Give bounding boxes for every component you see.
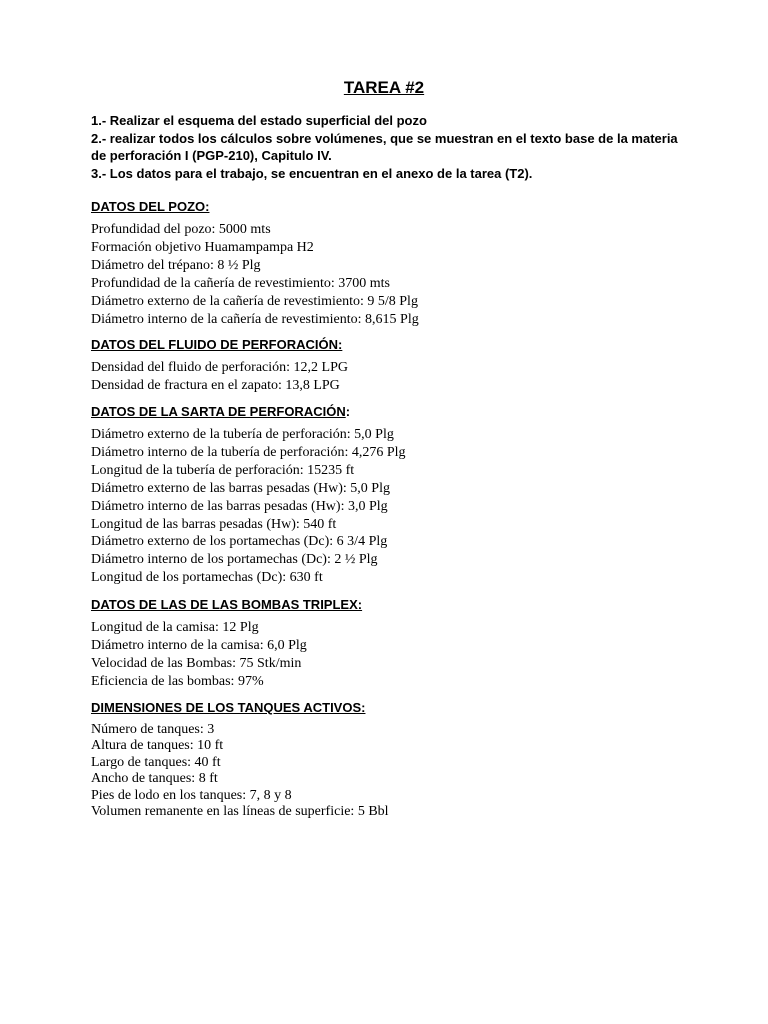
section-rows — [91, 619, 711, 691]
task-item: 1.- Realizar el esquema del estado superficial del pozo — [91, 113, 427, 128]
section-bombas — [91, 596, 711, 691]
data-row: Longitud de la camisa: 12 Plg — [91, 620, 259, 635]
section-heading: DATOS DEL FLUIDO DE PERFORACIÓN: — [91, 337, 343, 352]
data-row: Número de tanques: 3 — [91, 722, 215, 737]
document-title: TAREA #2 — [343, 78, 425, 97]
data-row: Diámetro interno de la tubería de perforación: 4,276 Plg — [91, 444, 406, 460]
section-heading: DATOS DEL POZO: — [91, 199, 210, 214]
data-row: Diámetro externo de las barras pesadas (Hw): 5,0 Plg — [91, 480, 390, 496]
section-heading: DIMENSIONES DE LOS TANQUES ACTIVOS: — [91, 700, 366, 715]
section-rows — [91, 359, 711, 395]
data-row: Diámetro externo de la tubería de perforación: 5,0 Plg — [91, 427, 394, 442]
data-row: Diámetro interno de los portamechas (Dc): 2 ½ Plg — [91, 552, 378, 568]
section-sarta — [91, 403, 711, 587]
data-row: Longitud de los portamechas (Dc): 630 ft — [91, 570, 323, 586]
task-list — [91, 112, 711, 182]
section-rows — [91, 426, 711, 587]
data-row: Densidad de fractura en el zapato: 13,8 LPG — [91, 377, 340, 393]
data-row: Diámetro externo de la cañería de revestimiento: 9 5/8 Plg — [91, 293, 418, 309]
data-row: Ancho de tanques: 8 ft — [91, 771, 218, 787]
section-pozo — [91, 198, 711, 328]
section-heading: DATOS DE LAS DE LAS BOMBAS TRIPLEX: — [91, 597, 363, 612]
data-row: Diámetro del trépano: 8 ½ Plg — [91, 257, 261, 273]
section-rows — [91, 221, 711, 328]
section-tanques — [91, 699, 711, 820]
data-row: Velocidad de las Bombas: 75 Stk/min — [91, 655, 302, 671]
data-row: Pies de lodo en los tanques: 7, 8 y 8 — [91, 787, 292, 803]
task-item: 3.- Los datos para el trabajo, se encuentran en el anexo de la tarea (T2). — [91, 165, 533, 181]
data-row: Formación objetivo Huamampampa H2 — [91, 239, 314, 255]
data-row: Diámetro interno de las barras pesadas (Hw): 3,0 Plg — [91, 498, 388, 514]
data-row: Longitud de las barras pesadas (Hw): 540 ft — [91, 516, 337, 532]
data-row: Largo de tanques: 40 ft — [91, 754, 221, 770]
data-row: Longitud de la tubería de perforación: 15235 ft — [91, 462, 355, 478]
data-row: Profundidad de la cañería de revestimiento: 3700 mts — [91, 275, 390, 291]
data-row: Eficiencia de las bombas: 97% — [91, 673, 264, 689]
section-fluido — [91, 336, 711, 395]
data-row: Diámetro interno de la camisa: 6,0 Plg — [91, 637, 307, 653]
data-row: Profundidad del pozo: 5000 mts — [91, 222, 271, 237]
task-item: 2.- realizar todos los cálculos sobre volúmenes, que se muestran en el texto base de la materia — [91, 130, 678, 146]
data-row: Altura de tanques: 10 ft — [91, 738, 224, 754]
data-row: Volumen remanente en las líneas de superficie: 5 Bbl — [91, 804, 389, 820]
task-item: de perforación I (PGP-210), Capitulo IV. — [91, 148, 332, 163]
data-row: Diámetro interno de la cañería de revestimiento: 8,615 Plg — [91, 311, 419, 327]
data-row: Diámetro externo de los portamechas (Dc): 6 3/4 Plg — [91, 534, 388, 550]
data-row: Densidad del fluido de perforación: 12,2 LPG — [91, 360, 348, 375]
section-heading: DATOS DE LA SARTA DE PERFORACIÓN: — [91, 404, 351, 419]
section-rows — [91, 722, 711, 820]
